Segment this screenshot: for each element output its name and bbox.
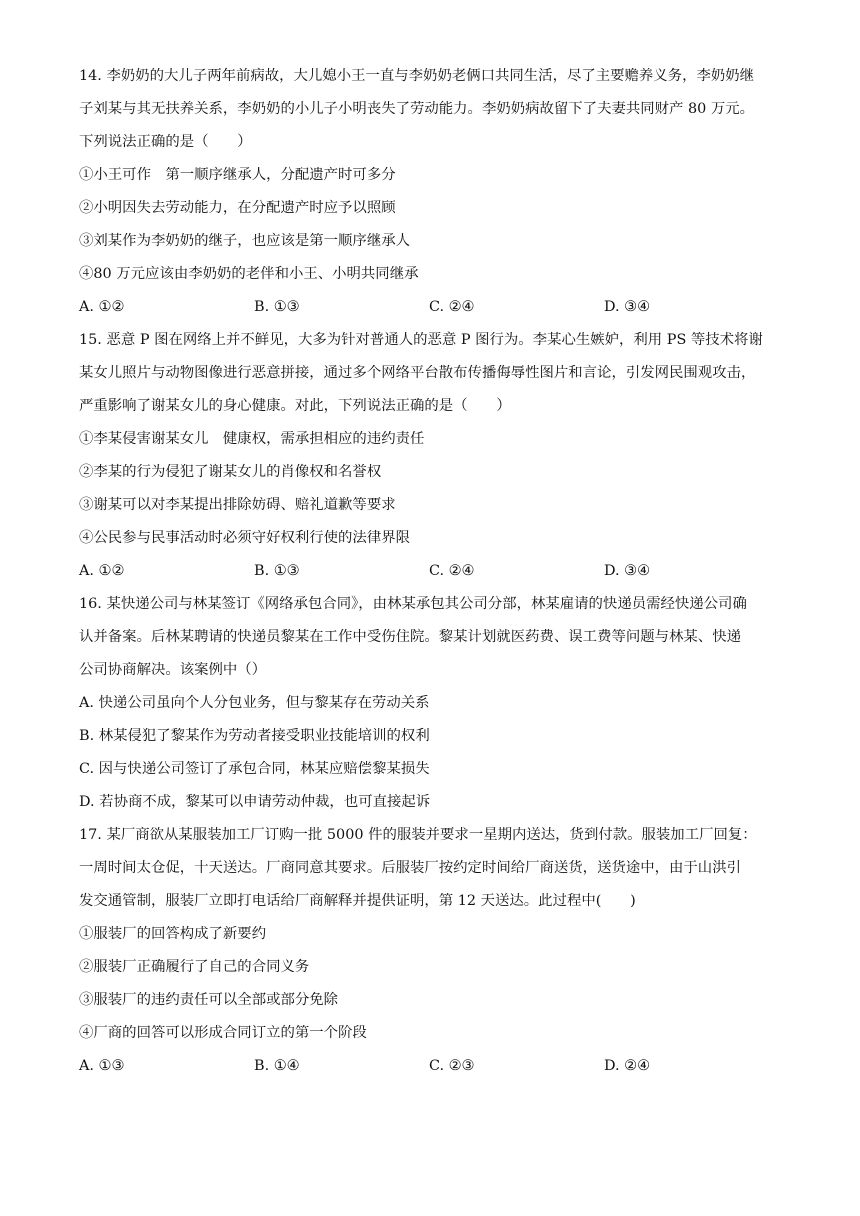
- choice-a[interactable]: A. ①③: [79, 1058, 125, 1074]
- answer-choices: [79, 555, 785, 588]
- answer-choices: [79, 291, 785, 324]
- exam-page: [79, 60, 785, 1083]
- question-stem-line: 17. 某厂商欲从某服装加工厂订购一批 5000 件的服装并要求一星期内送达，货到付款。服装加工厂回复：: [79, 827, 757, 843]
- choice-b[interactable]: B. ①③: [254, 299, 300, 315]
- question-stem-line: 认并备案。后林某聘请的快递员黎某在工作中受伤住院。黎某计划就医药费、误工费等问题与林某、快递: [79, 629, 741, 645]
- choice-c[interactable]: C. ②④: [429, 563, 475, 579]
- question-stem-line: 某女儿照片与动物图像进行恶意拼接，通过多个网络平台散布传播侮辱性图片和言论，引发网民围观攻击，: [79, 365, 756, 381]
- question-stem-line: 14. 李奶奶的大儿子两年前病故，大儿媳小王一直与李奶奶老俩口共同生活，尽了主要赡养义务，李奶奶继: [79, 68, 755, 84]
- question-17: [79, 819, 785, 1083]
- choice-d[interactable]: D. ②④: [604, 1058, 650, 1074]
- question-stem-line: 一周时间太仓促，十天送达。厂商同意其要求。后服装厂按约定时间给厂商送货，送货途中，由于山洪引: [79, 860, 741, 876]
- choice-d[interactable]: D. 若协商不成，黎某可以申请劳动仲裁，也可直接起诉: [79, 794, 431, 810]
- question-stem-line: 公司协商解决。该案例中（）: [79, 662, 267, 678]
- choice-c[interactable]: C. ②③: [429, 1058, 475, 1074]
- choice-a[interactable]: A. ①②: [79, 563, 125, 579]
- question-stem-line: 严重影响了谢某女儿的身心健康。对此，下列说法正确的是（ ）: [79, 398, 511, 414]
- choice-b[interactable]: B. 林某侵犯了黎某作为劳动者接受职业技能培训的权利: [79, 728, 430, 744]
- choice-b[interactable]: B. ①③: [254, 563, 300, 579]
- question-stem-line: 子刘某与其无扶养关系，李奶奶的小儿子小明丧失了劳动能力。李奶奶病故留下了夫妻共同财产 80 万元。: [79, 101, 755, 117]
- statement-item: ④80 万元应该由李奶奶的老伴和小王、小明共同继承: [79, 266, 419, 282]
- statement-item: ②服装厂正确履行了自己的合同义务: [79, 959, 310, 975]
- choice-a[interactable]: A. 快递公司虽向个人分包业务，但与黎某存在劳动关系: [79, 695, 430, 711]
- choice-c[interactable]: C. ②④: [429, 299, 475, 315]
- statement-item: ①服装厂的回答构成了新要约: [79, 926, 267, 942]
- question-stem-line: 发交通管制，服装厂立即打电话给厂商解释并提供证明，第 12 天送达。此过程中( ): [79, 893, 636, 909]
- choice-c[interactable]: C. 因与快递公司签订了承包合同，林某应赔偿黎某损失: [79, 761, 430, 777]
- statement-item: ①小王可作 第一顺序继承人，分配遗产时可多分: [79, 167, 396, 183]
- question-14: [79, 60, 785, 324]
- question-15: [79, 324, 785, 588]
- choice-d[interactable]: D. ③④: [604, 563, 650, 579]
- statement-item: ③刘某作为李奶奶的继子，也应该是第一顺序继承人: [79, 233, 410, 249]
- statement-item: ③服装厂的违约责任可以全部或部分免除: [79, 992, 339, 1008]
- question-stem-line: 15. 恶意 P 图在网络上并不鲜见，大多为针对普通人的恶意 P 图行为。李某心生嫉妒，利用 PS 等技术将谢: [79, 332, 763, 348]
- choice-d[interactable]: D. ③④: [604, 299, 650, 315]
- statement-item: ②小明因失去劳动能力，在分配遗产时应予以照顾: [79, 200, 396, 216]
- choice-a[interactable]: A. ①②: [79, 299, 125, 315]
- statement-item: ③谢某可以对李某提出排除妨碍、赔礼道歉等要求: [79, 497, 396, 513]
- statement-item: ②李某的行为侵犯了谢某女儿的肖像权和名誉权: [79, 464, 382, 480]
- question-16: [79, 588, 785, 819]
- question-stem-line: 16. 某快递公司与林某签订《网络承包合同》，由林某承包其公司分部，林某雇请的快递员需经快递公司确: [79, 596, 747, 612]
- statement-item: ④公民参与民事活动时必须守好权利行使的法律界限: [79, 530, 410, 546]
- statement-item: ④厂商的回答可以形成合同订立的第一个阶段: [79, 1025, 367, 1041]
- question-stem-line: 下列说法正确的是（ ）: [79, 134, 252, 150]
- statement-item: ①李某侵害谢某女儿 健康权，需承担相应的违约责任: [79, 431, 425, 447]
- choice-b[interactable]: B. ①④: [254, 1058, 300, 1074]
- answer-choices: [79, 1050, 785, 1083]
